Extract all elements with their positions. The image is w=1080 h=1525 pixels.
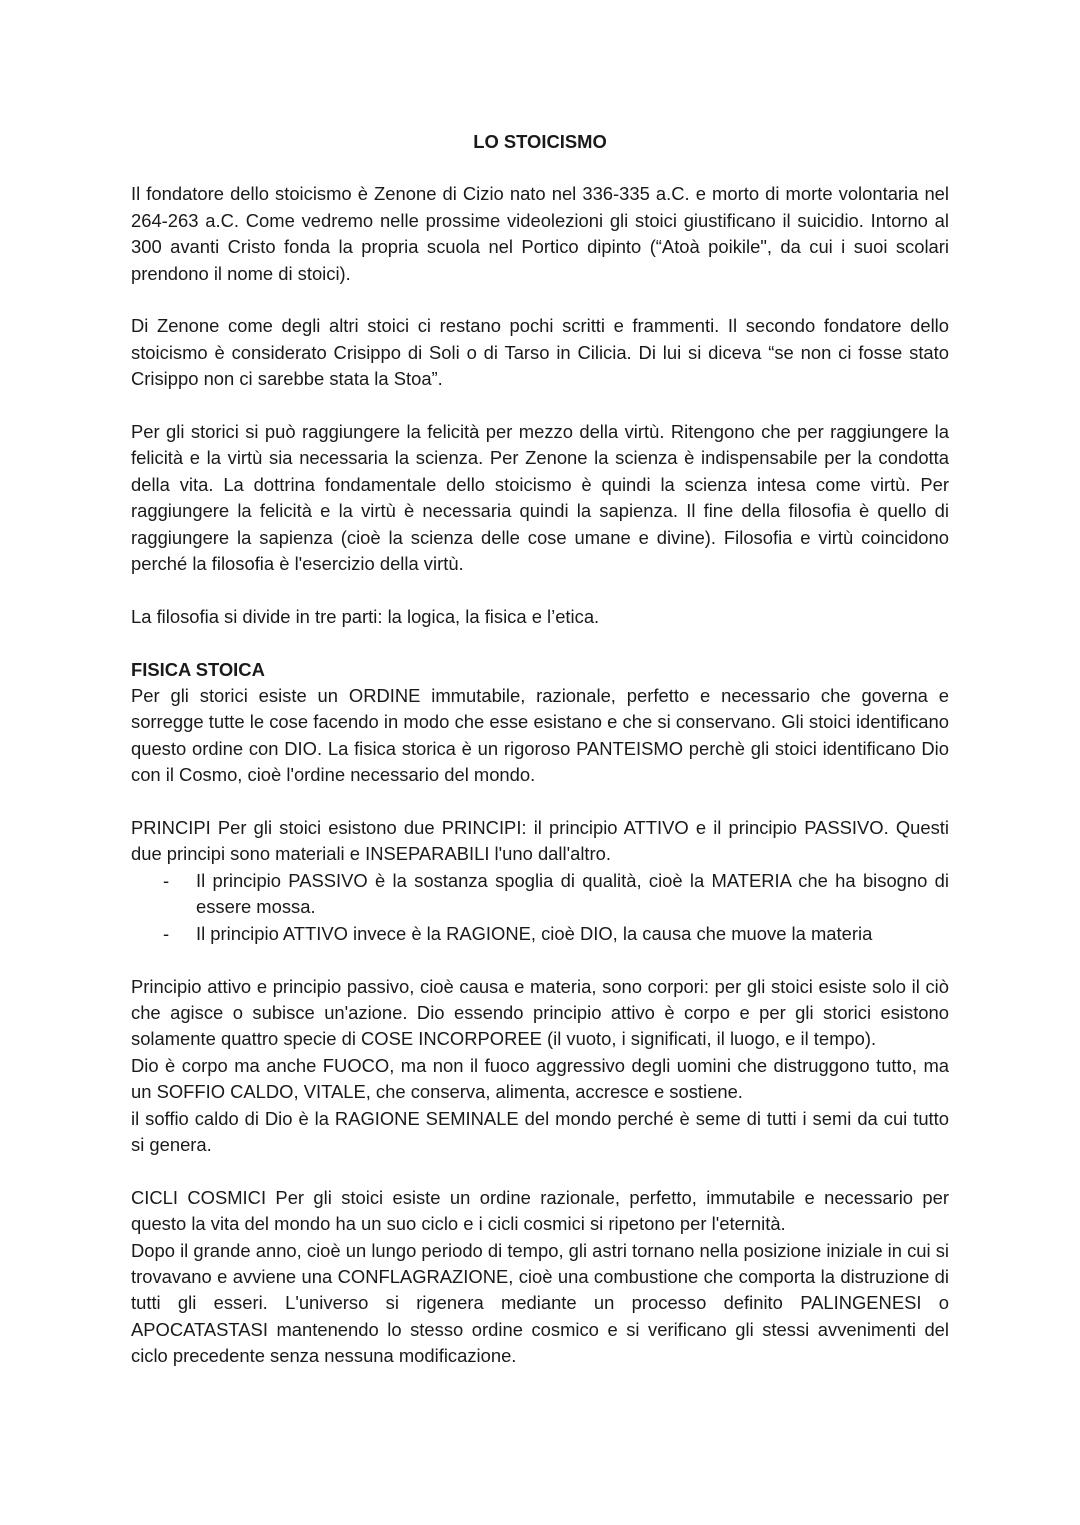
principi-list xyxy=(131,868,949,947)
paragraph-corpi-3: il soffio caldo di Dio è la RAGIONE SEMINALE del mondo perché è seme di tutti i semi da cui tutto si genera. xyxy=(131,1107,949,1155)
section-heading-fisica: FISICA STOICA xyxy=(131,658,265,680)
paragraph-principi: PRINCIPI Per gli stoici esistono due PRINCIPI: il principio ATTIVO e il principio PASSIVO. Questi due principi sono materiali e INSEPARABILI l'uno dall'altro. xyxy=(131,817,949,865)
paragraph-corpi-2: Dio è corpo ma anche FUOCO, ma non il fuoco aggressivo degli uomini che distruggono tutto, ma un SOFFIO CALDO, VITALE, che conserva, alimenta, accresce e sostiene. xyxy=(131,1054,949,1103)
list-item-passive: - Il principio PASSIVO è la sostanza spoglia di qualità, cioè la MATERIA che ha bisogno di essere mossa. xyxy=(131,868,949,921)
page-title: LO STOICISMO xyxy=(473,131,607,152)
paragraph-philosophy-parts: La filosofia si divide in tre parti: la logica, la fisica e l’etica. xyxy=(131,605,600,627)
paragraph-fisica: Per gli storici esiste un ORDINE immutabile, razionale, perfetto e necessario che governa e sorregge tutte le cose facendo in modo che esse esistano e che si conservano. Gli stoici identificano questo ordine con DIO. La fisica storica è un rigoroso PANTEISMO perchè gli stoici identificano Dio con il Cosmo, cioè l'ordine necessario del mondo. xyxy=(131,685,949,786)
paragraph-crisippo: Di Zenone come degli altri stoici ci restano pochi scritti e frammenti. Il secondo fondatore dello stoicismo è considerato Crisippo di Soli o di Tarso in Cilicia. Di lui si diceva “se non ci fosse stato Crisippo non ci sarebbe stata la Stoa”. xyxy=(131,315,949,390)
document-page xyxy=(131,129,949,1370)
paragraph-virtue: Per gli storici si può raggiungere la felicità per mezzo della virtù. Ritengono che per raggiungere la felicità e la virtù sia necessaria la scienza. Per Zenone la scienza è indispensabile per la condotta della vita. La dottrina fondamentale dello stoicismo è quindi la scienza intesa come virtù. Per raggiungere la felicità e la virtù è necessaria quindi la sapienza. Il fine della filosofia è quello di raggiungere la sapienza (cioè la scienza delle cose umane e divine). Filosofia e virtù coincidono perché la filosofia è l'esercizio della virtù. xyxy=(131,421,949,575)
paragraph-corpi-1: Principio attivo e principio passivo, cioè causa e materia, sono corpori: per gli stoici esiste solo il ciò che agisce o subisce un'azione. Dio essendo principio attivo è corpo e per gli storici esistono solamente quattro specie di COSE INCORPOREE (il vuoto, i significati, il luogo, e il tempo). xyxy=(131,975,949,1050)
list-item-active: - Il principio ATTIVO invece è la RAGIONE, cioè DIO, la causa che muove la materia xyxy=(131,921,949,947)
paragraph-cicli-1: CICLI COSMICI Per gli stoici esiste un ordine razionale, perfetto, immutabile e necessario per questo la vita del mondo ha un suo ciclo e i cicli cosmici si ripetono per l'eternità. xyxy=(131,1186,949,1235)
paragraph-founder: Il fondatore dello stoicismo è Zenone di Cizio nato nel 336-335 a.C. e morto di morte volontaria nel 264-263 a.C. Come vedremo nelle prossime videolezioni gli stoici giustificano il suicidio. Intorno al 300 avanti Cristo fonda la propria scuola nel Portico dipinto (“Atoà poikile", da cui i suoi scolari prendono il nome di stoici). xyxy=(131,183,949,284)
paragraph-cicli-2: Dopo il grande anno, cioè un lungo periodo di tempo, gli astri tornano nella posizione iniziale in cui si trovavano e avviene una CONFLAGRAZIONE, cioè una combustione che comporta la distruzione di tutti gli esseri. L'universo si rigenera mediante un processo definito PALINGENESI o APOCATASTASI mantenendo lo stesso ordine cosmico e si verificano gli stessi avvenimenti del ciclo precedente senza nessuna modificazione. xyxy=(131,1239,949,1367)
